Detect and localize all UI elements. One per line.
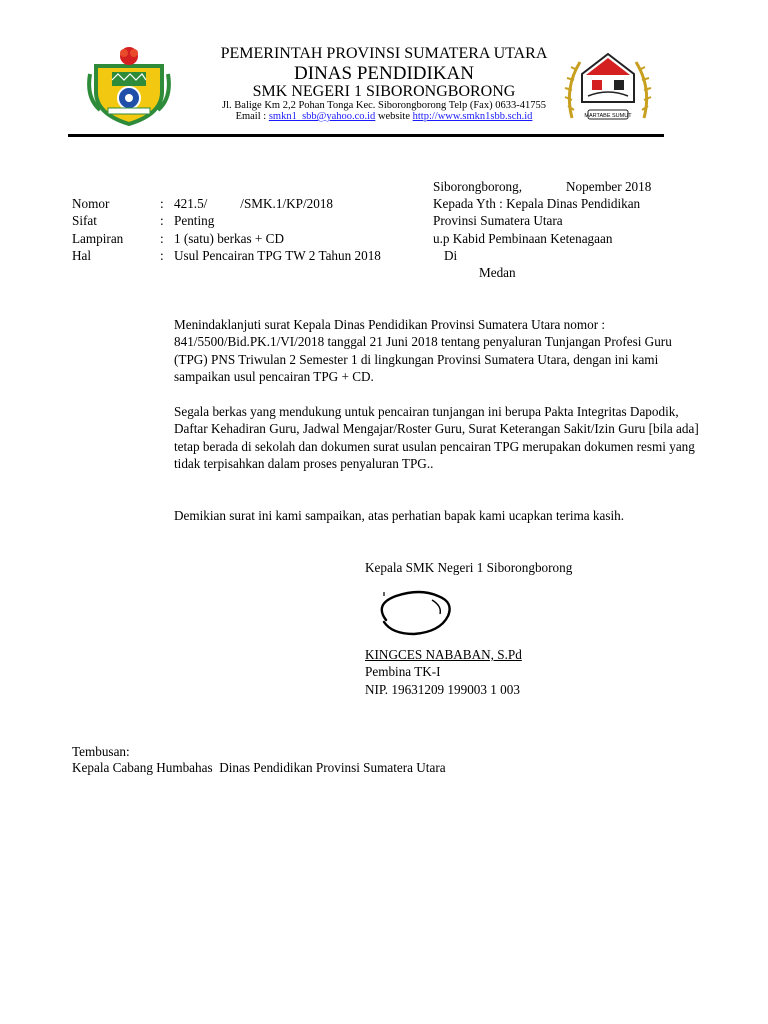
recipient-line-2: Provinsi Sumatera Utara [433, 213, 563, 228]
body-paragraph-1: Menindaklanjuti surat Kepala Dinas Pendidikan Provinsi Sumatera Utara nomor : 841/5500/Bid.PK.1/VI/2018 tanggal 21 Juni 2018 tentang penyaluran Tunjangan Profesi Guru (TPG) PNS Triwulan 2 Semester 1 di lingkungan Provinsi Sumatera Utara, dengan ini kami sampaikan usul pencairan TPG + CD. [174, 317, 672, 385]
field-value-sifat: Penting [174, 213, 215, 228]
letterhead-address: Jl. Balige Km 2,2 Pohan Tonga Kec. Siborongborong Telp (Fax) 0633-41755 [222, 100, 546, 111]
field-sep-sifat: : [160, 213, 164, 228]
body-paragraph-3: Demikian surat ini kami sampaikan, atas perhatian bapak kami ucapkan terima kasih. [174, 508, 625, 523]
signatory-nip: NIP. 19631209 199003 1 003 [365, 682, 520, 697]
field-value-lampiran: 1 (satu) berkas + CD [174, 231, 284, 246]
website-link[interactable]: http://www.smkn1sbb.sch.id [412, 111, 533, 122]
field-sep-lampiran: : [160, 231, 164, 246]
field-label-sifat: Sifat [72, 213, 97, 228]
handwritten-signature [370, 582, 470, 640]
email-label: Email : [235, 111, 269, 122]
recipient-line-5: Medan [479, 265, 516, 280]
letterhead-contact [180, 111, 588, 122]
recipient-line-4: Di [444, 248, 458, 263]
letterhead-divider [68, 134, 664, 137]
website-label: website [375, 111, 413, 122]
letter-date: Nopember 2018 [566, 179, 652, 194]
signatory-name: KINGCES NABABAN, S.Pd [365, 647, 522, 662]
recipient-line-3: u.p Kabid Pembinaan Ketenagaan [433, 231, 613, 246]
field-sep-nomor: : [160, 196, 164, 211]
field-value-nomor: 421.5/ /SMK.1/KP/2018 [174, 196, 334, 211]
cc-heading: Tembusan: [72, 744, 130, 759]
recipient-line-1: Kepada Yth : Kepala Dinas Pendidikan [433, 196, 641, 211]
letterhead-line-government: PEMERINTAH PROVINSI SUMATERA UTARA [220, 45, 548, 62]
email-link[interactable]: smkn1_sbb@yahoo.co.id [268, 111, 376, 122]
letterhead-line-agency: DINAS PENDIDIKAN [294, 63, 474, 84]
letter-place: Siborongborong, [433, 179, 523, 194]
cc-line-1: Kepala Cabang Humbahas Dinas Pendidikan Provinsi Sumatera Utara [72, 760, 446, 775]
province-emblem-logo [86, 44, 172, 126]
field-value-hal: Usul Pencairan TPG TW 2 Tahun 2018 [174, 248, 381, 263]
field-label-nomor: Nomor [72, 196, 110, 211]
signatory-title: Kepala SMK Negeri 1 Siborongborong [365, 560, 573, 575]
signatory-rank: Pembina TK-I [365, 664, 441, 679]
letterhead-line-school: SMK NEGERI 1 SIBORONGBORONG [252, 83, 516, 100]
field-label-hal: Hal [72, 248, 92, 263]
field-label-lampiran: Lampiran [72, 231, 124, 246]
martabe-seal-logo [562, 48, 654, 130]
martabe-seal-caption: MARTABE SUMUT [584, 113, 632, 119]
field-sep-hal: : [160, 248, 164, 263]
body-paragraph-2: Segala berkas yang mendukung untuk pencairan tunjangan ini berupa Pakta Integritas Dapodik, Daftar Kehadiran Guru, Jadwal Mengajar/Roster Guru, Surat Keterangan Sakit/Izin Guru [bila ada] tetap berada di sekolah dan dokumen surat usulan pencairan TPG merupakan dokumen resmi yang tidak terpisahkan dalam proses penyaluran TPG.. [174, 404, 699, 472]
